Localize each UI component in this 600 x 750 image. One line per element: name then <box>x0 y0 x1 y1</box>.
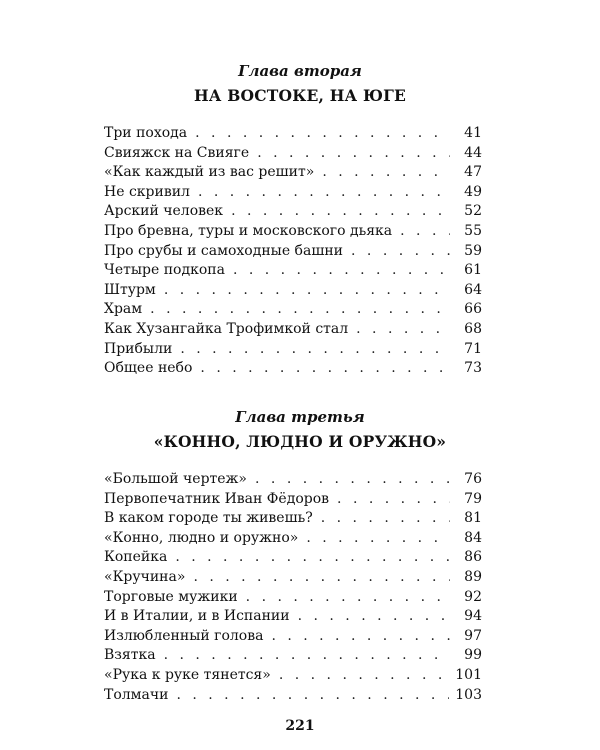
toc-entry-title: «Как каждый из вас решит» <box>104 164 315 181</box>
toc-entry-page: 59 <box>464 242 482 259</box>
toc-entry-title: Излюбленный голова <box>104 627 264 644</box>
toc-entry-title: «Конно, людно и оружно» <box>104 529 299 546</box>
dot-leader <box>200 359 450 379</box>
toc-entry <box>104 490 482 510</box>
toc-entry-title: «Большой чертеж» <box>104 471 248 487</box>
toc-entry-title: Взятка <box>104 647 156 664</box>
toc-entry-page: 55 <box>464 222 482 239</box>
toc-entry <box>104 281 482 301</box>
toc-entry-page: 84 <box>464 529 482 546</box>
toc-entry-page: 89 <box>464 568 482 585</box>
toc-entry-page: 79 <box>464 490 482 507</box>
toc-entry-page: 94 <box>464 608 482 625</box>
chapter-3-title: «КОННО, ЛЮДНО И ОРУЖНО» <box>153 432 447 451</box>
toc-entry-page: 44 <box>464 144 482 161</box>
chapter-2-title: НА ВОСТОКЕ, НА ЮГЕ <box>193 86 407 105</box>
page-number: 221 <box>285 718 315 734</box>
toc-entry <box>104 686 482 706</box>
toc-entry <box>104 300 482 320</box>
toc-entry-title: Прибыли <box>104 340 173 357</box>
toc-entry <box>104 548 482 568</box>
dot-leader <box>400 222 450 242</box>
dot-leader <box>175 548 450 568</box>
toc-entry-title: Три похода <box>104 125 188 141</box>
toc-entry-page: 49 <box>464 183 482 200</box>
toc-entry-page: 71 <box>464 340 482 357</box>
dot-leader <box>193 568 450 588</box>
dot-leader <box>246 588 450 608</box>
toc-entry-title: В каком городе ты живешь? <box>104 510 313 527</box>
toc-entry <box>104 124 482 144</box>
toc-entry-page: 61 <box>464 262 482 279</box>
toc-entry <box>104 359 482 379</box>
toc-entry-page: 99 <box>464 647 482 664</box>
dot-leader <box>298 607 450 627</box>
toc-entry-title: «Рука к руке тянется» <box>104 666 271 683</box>
toc-entry <box>104 529 482 549</box>
dot-leader <box>195 124 450 144</box>
toc-entry <box>104 261 482 281</box>
dot-leader <box>176 686 449 706</box>
toc-entry-title: Про срубы и самоходные башни <box>104 242 344 259</box>
toc-entry <box>104 627 482 647</box>
toc-entry-page: 97 <box>464 627 482 644</box>
toc-entry <box>104 666 482 686</box>
toc-entry-title: Храм <box>104 301 143 318</box>
dot-leader <box>255 470 450 490</box>
dot-leader <box>150 300 450 320</box>
toc-entry <box>104 320 482 340</box>
toc-entry-title: И в Италии, и в Испании <box>104 608 290 625</box>
toc-entry-page: 47 <box>464 164 482 181</box>
toc-entry-title: Первопечатник Иван Фёдоров <box>104 490 330 507</box>
toc-entry <box>104 222 482 242</box>
dot-leader <box>356 320 450 340</box>
toc-entry <box>104 646 482 666</box>
toc-entry <box>104 183 482 203</box>
toc-entry-page: 66 <box>464 301 482 318</box>
toc-entry <box>104 144 482 164</box>
toc-entry-page: 41 <box>464 125 482 141</box>
toc-entry-title: Свияжск на Свияге <box>104 144 250 161</box>
chapter-2-toc <box>104 124 482 379</box>
dot-leader <box>322 163 450 183</box>
dot-leader <box>164 646 450 666</box>
chapter-3-heading: Глава третья <box>235 408 365 426</box>
toc-entry <box>104 470 482 490</box>
dot-leader <box>180 340 450 360</box>
dot-leader <box>321 509 450 529</box>
toc-entry <box>104 163 482 183</box>
dot-leader <box>306 529 450 549</box>
dot-leader <box>271 627 450 647</box>
toc-entry-page: 76 <box>464 471 482 487</box>
toc-entry-page: 68 <box>464 320 482 337</box>
dot-leader <box>279 666 449 686</box>
toc-entry <box>104 588 482 608</box>
toc-entry <box>104 340 482 360</box>
toc-entry <box>104 202 482 222</box>
toc-entry-page: 81 <box>464 510 482 527</box>
toc-entry <box>104 242 482 262</box>
toc-entry <box>104 509 482 529</box>
chapter-2-heading: Глава вторая <box>238 62 362 80</box>
toc-entry-title: Не скривил <box>104 183 190 200</box>
dot-leader <box>164 281 450 301</box>
dot-leader <box>231 202 450 222</box>
toc-entry-title: Толмачи <box>104 686 169 703</box>
toc-entry-title: Про бревна, туры и московского дьяка <box>104 222 393 239</box>
toc-entry <box>104 607 482 627</box>
chapter-3-toc <box>104 470 482 705</box>
dot-leader <box>351 242 450 262</box>
toc-entry-title: Четыре подкопа <box>104 262 225 279</box>
dot-leader <box>257 144 450 164</box>
toc-entry-title: Как Хузангайка Трофимкой стал <box>104 320 349 337</box>
dot-leader <box>233 261 450 281</box>
toc-entry-page: 103 <box>455 686 482 703</box>
toc-entry-title: Арский человек <box>104 203 224 220</box>
toc-entry-page: 73 <box>464 360 482 377</box>
toc-entry-title: Общее небо <box>104 360 193 377</box>
toc-entry-title: Торговые мужики <box>104 588 238 605</box>
toc-entry-page: 64 <box>464 281 482 298</box>
toc-entry-page: 101 <box>455 666 482 683</box>
toc-entry-title: Копейка <box>104 549 168 566</box>
toc-entry-page: 92 <box>464 588 482 605</box>
toc-entry-page: 86 <box>464 549 482 566</box>
toc-entry-title: Штурм <box>104 281 156 298</box>
toc-entry-title: «Кручина» <box>104 568 186 585</box>
toc-entry <box>104 568 482 588</box>
toc-entry-page: 52 <box>464 203 482 220</box>
dot-leader <box>198 183 450 203</box>
dot-leader <box>337 490 450 510</box>
